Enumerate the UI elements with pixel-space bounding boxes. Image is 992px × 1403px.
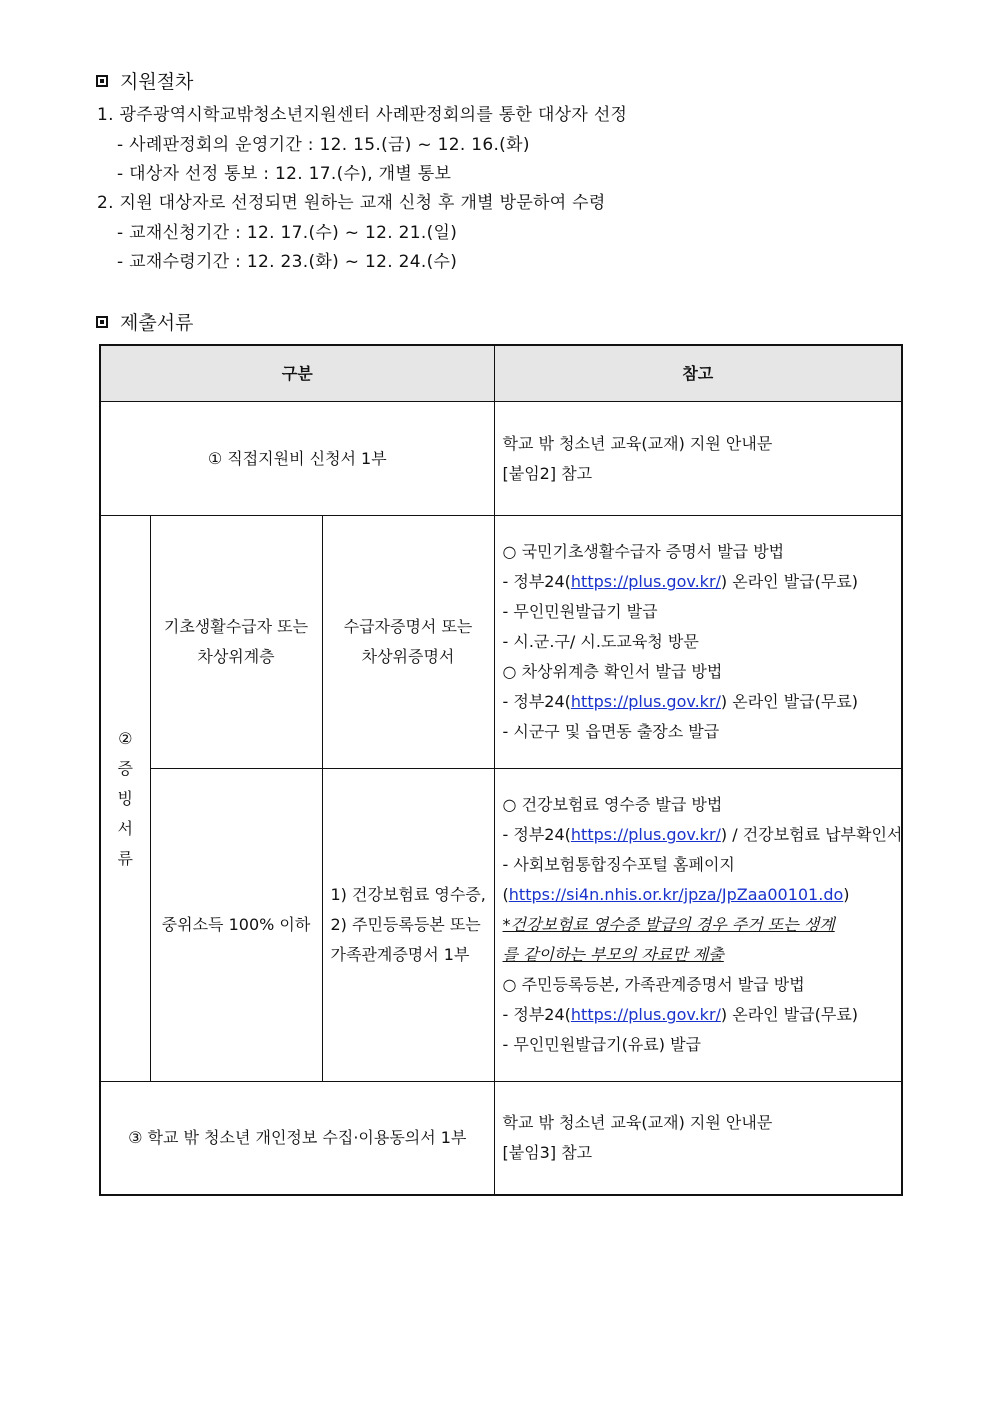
reference-line: - 무인민원발급기 발급 bbox=[502, 602, 658, 621]
table-header-row bbox=[100, 345, 902, 402]
note-line: 를 같이하는 부모의 자료만 제출 bbox=[502, 945, 724, 964]
reference-line: ○ 국민기초생활수급자 증명서 발급 방법 bbox=[502, 542, 785, 561]
documents-heading bbox=[96, 308, 193, 335]
reference-line: 학교 밖 청소년 교육(교재) 지원 안내문 bbox=[502, 1112, 773, 1132]
document-line: 수급자증명서 또는 bbox=[343, 617, 473, 636]
reference-line: - 시군구 및 읍면동 출장소 발급 bbox=[502, 722, 720, 741]
reference-line: - 시.군.구/ 시.도교육청 방문 bbox=[502, 632, 699, 651]
procedure-heading bbox=[96, 67, 193, 94]
table-row bbox=[100, 402, 902, 516]
procedure-line: - 교재수령기간 : 12. 23.(화) ~ 12. 24.(수) bbox=[117, 252, 458, 272]
documents-title: 제출서류 bbox=[120, 312, 194, 334]
gov24-link[interactable]: https://plus.gov.kr/ bbox=[570, 692, 721, 711]
document-line: 가족관계증명서 1부 bbox=[330, 945, 470, 964]
table-row bbox=[100, 516, 902, 769]
proof-label-char: 증 bbox=[117, 758, 133, 778]
reference-line: - 정부24(https://plus.gov.kr/) / 건강보험료 납부확인서 bbox=[502, 825, 903, 844]
table-row bbox=[100, 1082, 902, 1195]
reference-line: [붙임2] 참고 bbox=[502, 463, 593, 483]
note-line: *건강보험료 영수증 발급의 경우 주거 또는 생계 bbox=[502, 915, 835, 934]
reference-cell bbox=[494, 516, 902, 769]
nhis-portal-link[interactable]: https://si4n.nhis.or.kr/jpza/JpZaa00101.do bbox=[508, 885, 844, 904]
reference-line: - 사회보험통합징수포털 홈페이지 bbox=[502, 855, 735, 874]
target-line: 기초생활수급자 또는 bbox=[163, 617, 309, 636]
proof-label-char: ② bbox=[118, 728, 133, 748]
proof-documents-label bbox=[100, 516, 150, 1082]
procedure-line: - 대상자 선정 통보 : 12. 17.(수), 개별 통보 bbox=[117, 164, 452, 184]
reference-line: (https://si4n.nhis.or.kr/jpza/JpZaa00101.do) bbox=[502, 885, 850, 904]
reference-line: - 무인민원발급기(유료) 발급 bbox=[502, 1035, 701, 1054]
square-bullet-icon bbox=[96, 75, 108, 87]
document-cell bbox=[322, 516, 494, 769]
reference-cell bbox=[494, 402, 902, 516]
proof-label-char: 빙 bbox=[117, 788, 133, 808]
document-line: 2) 주민등록등본 또는 bbox=[330, 915, 481, 934]
application-form-item: ① 직접지원비 신청서 1부 bbox=[100, 402, 494, 516]
procedure-line: - 교재신청기간 : 12. 17.(수) ~ 12. 21.(일) bbox=[117, 223, 458, 243]
target-cell: 중위소득 100% 이하 bbox=[150, 769, 322, 1082]
target-line: 차상위계층 bbox=[197, 647, 275, 666]
document-line: 차상위증명서 bbox=[361, 647, 455, 666]
document-line: 1) 건강보험료 영수증, bbox=[330, 885, 486, 904]
header-reference: 참고 bbox=[494, 345, 902, 402]
gov24-link[interactable]: https://plus.gov.kr/ bbox=[570, 825, 721, 844]
reference-line: - 정부24(https://plus.gov.kr/) 온라인 발급(무료) bbox=[502, 1005, 859, 1024]
documents-table bbox=[99, 344, 903, 1196]
proof-label-char: 서 bbox=[117, 818, 133, 838]
reference-line: 학교 밖 청소년 교육(교재) 지원 안내문 bbox=[502, 433, 773, 453]
reference-line: [붙임3] 참고 bbox=[502, 1142, 593, 1162]
procedure-line: - 사례판정회의 운영기간 : 12. 15.(금) ~ 12. 16.(화) bbox=[117, 135, 530, 155]
document-cell bbox=[322, 769, 494, 1082]
procedure-line: 1. 광주광역시학교밖청소년지원센터 사례판정회의를 통한 대상자 선정 bbox=[97, 105, 628, 125]
gov24-link[interactable]: https://plus.gov.kr/ bbox=[570, 1005, 721, 1024]
reference-cell bbox=[494, 1082, 902, 1195]
reference-line: ○ 건강보험료 영수증 발급 방법 bbox=[502, 795, 723, 814]
reference-line: ○ 주민등록등본, 가족관계증명서 발급 방법 bbox=[502, 975, 805, 994]
reference-line: ○ 차상위계층 확인서 발급 방법 bbox=[502, 662, 723, 681]
target-cell bbox=[150, 516, 322, 769]
reference-line: - 정부24(https://plus.gov.kr/) 온라인 발급(무료) bbox=[502, 692, 859, 711]
procedure-line: 2. 지원 대상자로 선정되면 원하는 교재 신청 후 개별 방문하여 수령 bbox=[97, 193, 606, 213]
gov24-link[interactable]: https://plus.gov.kr/ bbox=[570, 572, 721, 591]
square-bullet-icon bbox=[96, 316, 108, 328]
reference-line: - 정부24(https://plus.gov.kr/) 온라인 발급(무료) bbox=[502, 572, 859, 591]
proof-label-char: 류 bbox=[117, 848, 133, 868]
reference-cell bbox=[494, 769, 902, 1082]
privacy-consent-item: ③ 학교 밖 청소년 개인정보 수집·이용동의서 1부 bbox=[100, 1082, 494, 1195]
header-category: 구분 bbox=[100, 345, 494, 402]
table-row bbox=[100, 769, 902, 1082]
procedure-title: 지원절차 bbox=[120, 71, 194, 93]
